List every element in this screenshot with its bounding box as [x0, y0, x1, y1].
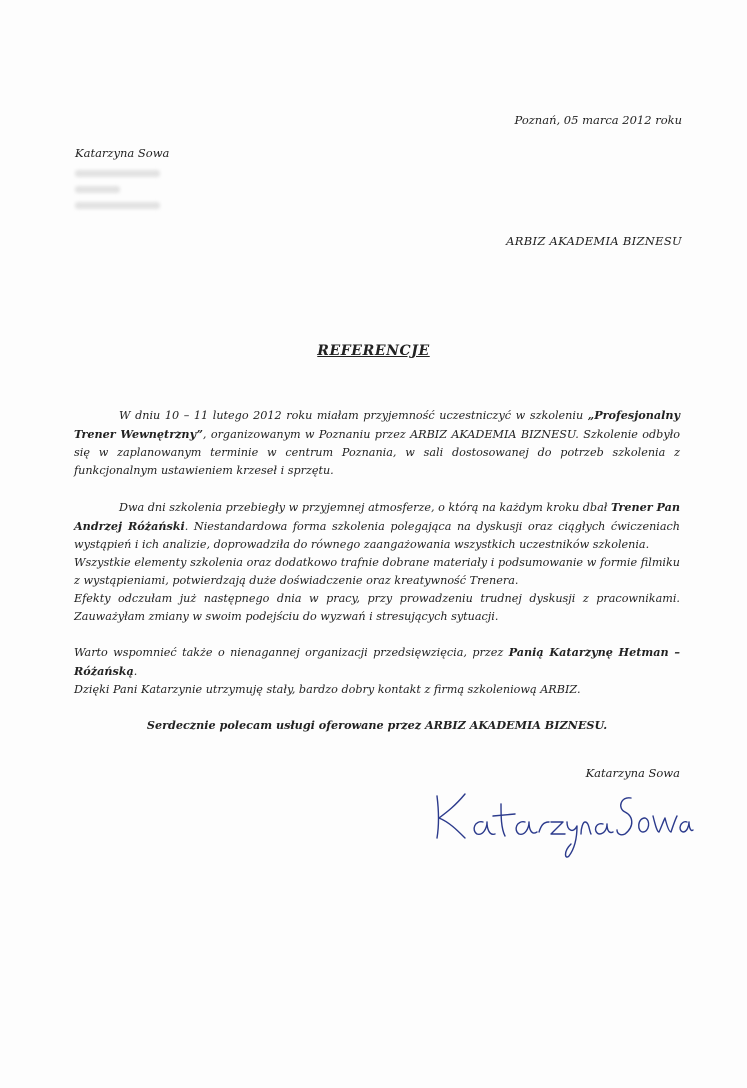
organizer-name: Panią Katarzynę Hetman – Różańską — [74, 645, 680, 678]
letter-body — [74, 406, 680, 734]
trainer-name: Trener Pan Andrzej Różański — [74, 500, 681, 533]
date-line: Poznań, 05 marca 2012 roku — [514, 113, 682, 127]
text-run: , organizowanym w Poznaniu przez ARBIZ AKADEMIA BIZNESU. Szkolenie odbyło się w zaplanowanym terminie w centrum Poznania, w sali dostosowanej do potrzeb szkolenia z funkcjonalnym ustawieniem krzeseł i sprzętu. — [74, 428, 680, 477]
document-title: REFERENCJE — [317, 343, 430, 359]
redacted-address-line — [75, 170, 160, 177]
redacted-address-line — [75, 202, 160, 209]
handwritten-signature — [425, 782, 695, 862]
text-run: . Niestandardowa forma szkolenia polegająca na dyskusji oraz ciągłych ćwiczeniach wystąpień i ich analizie, doprowadziła do równego zaangażowania wszystkich uczestników szkolenia. — [74, 520, 680, 551]
closing-line: Serdecznie polecam usługi oferowane przez ARBIZ AKADEMIA BIZNESU. — [146, 718, 608, 732]
recipient: ARBIZ AKADEMIA BIZNESU — [506, 234, 682, 248]
text-run: Dwa dni szkolenia przebiegły w przyjemnej atmosferze, o którą na każdym kroku dbał — [119, 501, 611, 514]
text-run: . — [133, 665, 138, 678]
text-run: Warto wspomnieć także o nienagannej organizacji przedsięwzięcia, przez — [74, 646, 509, 659]
paragraph-4: Efekty odczułam już następnego dnia w pracy, przy prowadzeniu trudnej dyskusji z pracownikami. Zauważyłam zmiany w swoim podejściu do wyzwań i stresujących sytuacji. — [74, 592, 680, 623]
paragraph-2 — [74, 498, 680, 554]
training-name: „Profesjonalny Trener Wewnętrzny” — [74, 408, 680, 441]
paragraph-1 — [74, 406, 680, 480]
text-run: W dniu 10 – 11 lutego 2012 roku miałam przyjemność uczestniczyć w szkoleniu — [119, 409, 588, 422]
sender-name: Katarzyna Sowa — [75, 146, 170, 160]
redacted-address-line — [75, 186, 120, 193]
paragraph-6: Dzięki Pani Katarzynie utrzymuję stały, bardzo dobry kontakt z firmą szkoleniową ARBIZ. — [74, 683, 581, 696]
paragraph-3: Wszystkie elementy szkolenia oraz dodatkowo trafnie dobrane materiały i podsumowanie w formie filmiku z wystąpieniami, potwierdzają duże doświadczenie oraz kreatywność Trenera. — [74, 556, 680, 587]
signature-name: Katarzyna Sowa — [585, 766, 680, 780]
paragraph-5 — [74, 643, 680, 681]
